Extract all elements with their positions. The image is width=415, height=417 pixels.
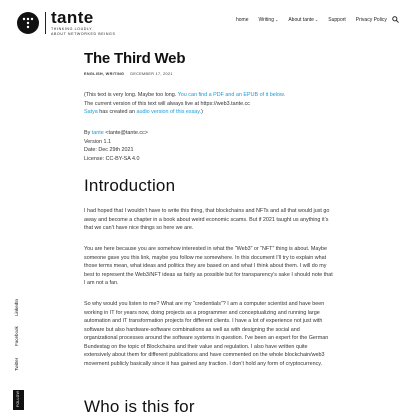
nav-item-writing[interactable] [259,17,279,23]
byline-author-line [84,129,334,138]
nav-item-home[interactable]: home [236,17,249,23]
pdf-epub-link[interactable]: You can find a PDF and an EPUB of it below. [177,92,286,98]
intro-line1 [84,91,334,100]
section-heading-introduction: Introduction [84,176,176,195]
nav-item-writing-label: Writing [258,17,274,23]
intro-line3 [84,108,334,117]
main-nav [236,17,387,23]
article-date: DECEMBER 17, 2021 [130,72,173,76]
article-title: The Third Web [84,50,186,67]
nav-item-about-label: About tante [288,17,314,23]
social-link-facebook[interactable]: Facebook [14,326,19,346]
nav-item-privacy[interactable]: Privacy Policy [355,17,387,23]
social-links [14,286,30,386]
intro-line2: The current version of this text will always live at https://web3.tante.cc [84,100,250,107]
intro-line1-text: (This text is very long. Maybe too long. [84,92,177,98]
paragraph: I had hoped that I wouldn’t have to write this thing, that blockchains and NFTs and all that would just go away and become a chapter in a book about weird economic scams. But if 2021 taught us anything it’s that we can’t have nice things so here we are. [84,208,330,231]
logo-divider [45,12,46,34]
author-link[interactable]: tante [91,130,104,136]
intro-line3-end: ) [201,109,203,115]
site-tagline [51,27,115,37]
byline [84,129,334,163]
section-heading-who-is-this-for: Who is this for [84,397,195,416]
social-link-linkedin[interactable]: LinkedIn [14,298,19,316]
site-tagline-line2: ABOUT NETWORKED BEINGS [51,32,116,36]
social-link-twitter[interactable]: Twitter [14,357,19,371]
chevron-down-icon: ⌄ [314,17,319,22]
intro-note [84,91,334,117]
site-tagline-line1: THINKING LOUDLY [51,27,93,31]
search-icon[interactable] [392,16,399,23]
audio-version-link[interactable]: audio version of this essay. [136,109,202,115]
chevron-down-icon: ⌄ [274,17,279,22]
author-email: <tante@tante.cc> [105,130,148,136]
satya-link[interactable]: Satya [84,109,98,115]
byline-prefix: By [84,130,91,136]
paragraph: So why would you listen to me? What are my “credentials”? I am a computer scientist and have been working in IT for years now, doing projects as a programmer and conceptualizing and running large automation and IT transformation projects for different clients. I have a lot of experience not just with software but also hardware-software combinations as well as with designing the social and organizational processes around the software systems in question. I’ve been an expert for the German Bundestag on the topic of Blockchains and their value and regulation. I also have written quite extensively about them for different publications and have commented on the whole blockchain/web3 movement publicly basically since it has gained any traction. I don’t hold any form of cryptocurrency. [84,301,329,367]
article-categories[interactable]: ENGLISH, WRITING [84,72,125,76]
byline-date: Date: Dec 29th 2021 [84,147,134,153]
byline-license: License: CC-BY-SA 4.0 [84,155,140,162]
byline-version: Version 1.1 [84,138,111,145]
intro-line3-text: has created an [99,109,135,115]
follow-label: FOLLOW [16,390,20,407]
paragraph: You are here because you are somehow interested in what the “Web3” or “NFT” thing is about. Maybe someone gave you this link, maybe you follow me somewhere. In this document I’ll try to explain what those terms mean, what ideas and politics they are based on and what I think about them. I will do my best to represent the Web3/NFT ideas as fairly as possible but for transparency’s sake I should note that I am not a fan. [84,246,333,286]
logo-dots-icon [21,16,35,30]
site-name[interactable]: tante [51,8,94,27]
nav-item-support[interactable]: Support [328,17,346,23]
follow-button[interactable] [13,390,24,410]
article-meta [84,72,173,76]
nav-item-about[interactable] [288,17,318,23]
site-logo-icon[interactable] [17,12,39,34]
